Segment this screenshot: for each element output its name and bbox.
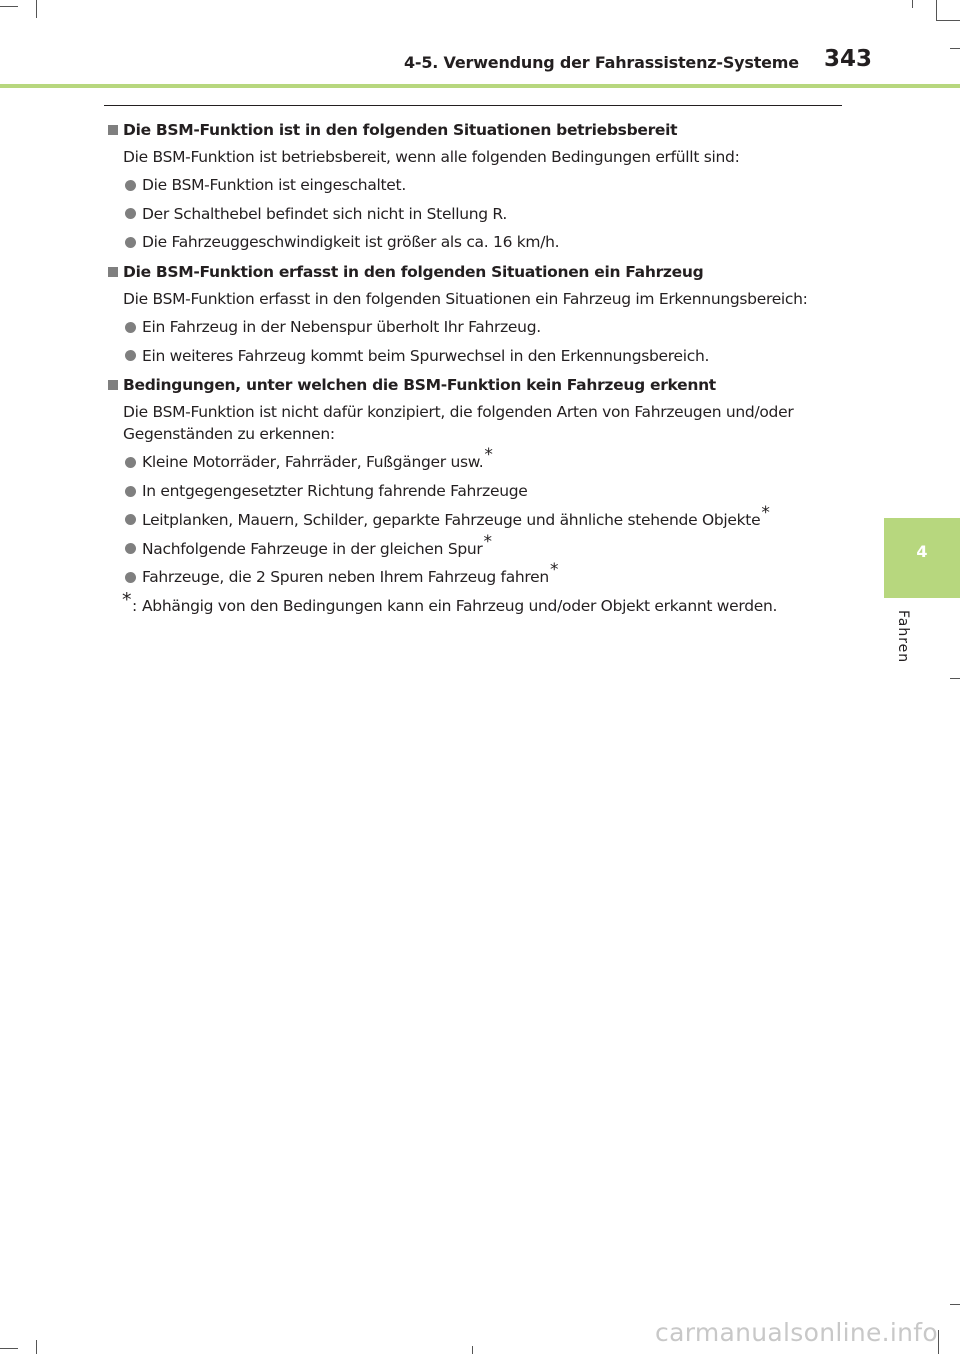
list-item-text: Der Schalthebel befindet sich nicht in Stellung R. (142, 204, 507, 223)
footnote-mark: * (122, 588, 132, 611)
page-content (106, 118, 846, 617)
header-section-title: 4-5. Verwendung der Fahrassistenz-Systeme (404, 53, 799, 72)
chapter-label: Fahren (895, 610, 911, 664)
crop-mark (912, 0, 913, 8)
section-divider (104, 105, 842, 106)
list-item-text: Die Fahrzeuggeschwindigkeit ist größer als ca. 16 km/h. (142, 233, 560, 252)
crop-mark (472, 1346, 473, 1354)
list-item-text: Ein Fahrzeug in der Nebenspur überholt Ihr Fahrzeug. (142, 318, 541, 337)
list-item-text: Nachfolgende Fahrzeuge in der gleichen Spur (142, 539, 483, 558)
crop-mark (0, 1348, 18, 1349)
list-item-text: Die BSM-Funktion ist eingeschaltet. (142, 176, 406, 194)
list-item (106, 445, 846, 473)
circle-bullet-icon (125, 322, 136, 333)
circle-bullet-icon (125, 543, 136, 554)
section-heading (106, 373, 846, 397)
page-number: 343 (823, 46, 872, 72)
list-item (106, 480, 846, 502)
crop-mark (936, 20, 960, 21)
list-item (106, 174, 846, 196)
list-item (106, 560, 846, 588)
crop-mark (938, 1330, 939, 1354)
chapter-tab (884, 518, 960, 598)
chapter-number: 4 (916, 542, 928, 561)
list-item (106, 502, 846, 531)
crop-mark (950, 48, 960, 49)
square-bullet-icon (108, 380, 118, 390)
list-item (106, 345, 846, 367)
list-item (106, 231, 846, 253)
circle-bullet-icon (125, 514, 136, 525)
footnote-star: * (483, 531, 492, 552)
circle-bullet-icon (125, 237, 136, 248)
footnote (106, 588, 846, 617)
footnote-star: * (549, 560, 559, 581)
footnote-star: * (761, 502, 770, 523)
circle-bullet-icon (125, 180, 136, 191)
list-item-text: Leitplanken, Mauern, Schilder, geparkte Fahrzeuge und ähnliche stehende Objekte (142, 510, 761, 529)
crop-mark (36, 1340, 37, 1354)
chapter-label-wrap (883, 610, 923, 670)
section-heading-text: Die BSM-Funktion ist in den folgenden Situationen betriebsbereit (123, 121, 678, 139)
square-bullet-icon (108, 125, 118, 135)
crop-mark (950, 678, 960, 679)
circle-bullet-icon (125, 572, 136, 583)
section-intro: Die BSM-Funktion ist betriebsbereit, wenn alle folgenden Bedingungen erfüllt sind: (123, 148, 740, 166)
crop-mark (0, 6, 18, 7)
list-item (106, 203, 846, 225)
circle-bullet-icon (125, 350, 136, 361)
list-item-text: Ein weiteres Fahrzeug kommt beim Spurwechsel in den Erkennungsbereich. (142, 346, 710, 365)
crop-mark (936, 0, 937, 20)
crop-mark (36, 0, 37, 18)
list-item-text: Fahrzeuge, die 2 Spuren neben Ihrem Fahrzeug fahren (142, 568, 549, 587)
list-item-text: Kleine Motorräder, Fahrräder, Fußgänger usw. (142, 453, 484, 472)
section-intro: Die BSM-Funktion ist nicht dafür konzipiert, die folgenden Arten von Fahrzeugen und/oder Gegenständen zu erkennen: (123, 403, 794, 444)
list-item (106, 531, 846, 560)
watermark: carmanualsonline.info (655, 1318, 938, 1347)
circle-bullet-icon (125, 457, 136, 468)
footnote-colon: : (132, 596, 137, 615)
circle-bullet-icon (125, 486, 136, 497)
section-heading (106, 260, 846, 284)
header-rule (0, 84, 960, 88)
circle-bullet-icon (125, 208, 136, 219)
list-item-text: In entgegengesetzter Richtung fahrende Fahrzeuge (142, 482, 528, 501)
list-item (106, 316, 846, 338)
footnote-star: * (484, 445, 493, 466)
footnote-text: Abhängig von den Bedingungen kann ein Fahrzeug und/oder Objekt erkannt werden. (142, 596, 778, 615)
square-bullet-icon (108, 267, 118, 277)
section-heading-text: Bedingungen, unter welchen die BSM-Funktion kein Fahrzeug erkennt (123, 376, 716, 395)
crop-mark (950, 1304, 960, 1305)
section-heading-text: Die BSM-Funktion erfasst in den folgenden Situationen ein Fahrzeug (123, 263, 704, 282)
section-intro: Die BSM-Funktion erfasst in den folgenden Situationen ein Fahrzeug im Erkennungsbereich: (123, 290, 808, 309)
section-heading (106, 118, 846, 142)
